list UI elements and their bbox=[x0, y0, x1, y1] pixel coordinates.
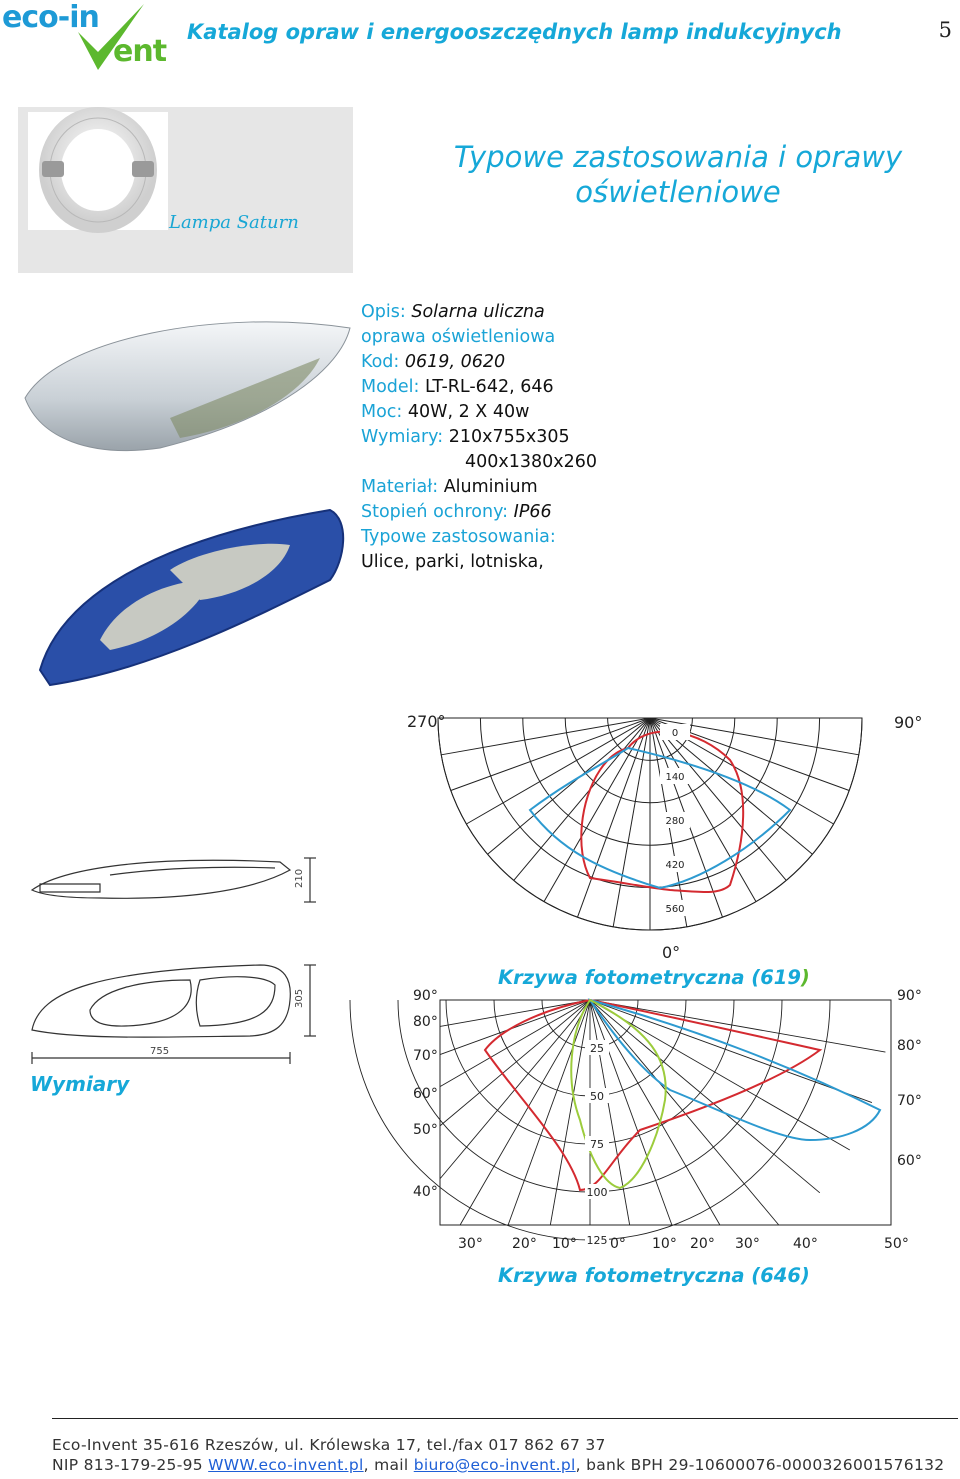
footer-contact bbox=[52, 1456, 944, 1474]
polar646-ring-label: 25 bbox=[590, 1042, 604, 1055]
spec-value: LT-RL-642, 646 bbox=[425, 377, 554, 397]
spec-row-opis-cont bbox=[361, 325, 597, 350]
spec-row-wymiary bbox=[361, 425, 597, 450]
footer-mail-link[interactable]: biuro@eco-invent.pl bbox=[413, 1456, 576, 1474]
polar646-right-angle: 80° bbox=[897, 1038, 922, 1054]
logo-text-top: eco-in bbox=[2, 0, 99, 35]
polar646-right-angle: 90° bbox=[897, 988, 922, 1004]
spec-key: Typowe zastosowania: bbox=[361, 527, 556, 547]
polar619-ring-label: 0 bbox=[671, 728, 679, 739]
polar646-bottom-angle: 40° bbox=[793, 1236, 818, 1252]
polar619-ring-label: 280 bbox=[665, 816, 685, 827]
polar646-left-angle: 50° bbox=[413, 1122, 438, 1138]
spec-key: Wymiary: bbox=[361, 427, 444, 447]
polar646-left-angle: 80° bbox=[413, 1014, 438, 1030]
lamp-label: Lampa Saturn bbox=[169, 212, 299, 233]
polar619-ring-label: 420 bbox=[665, 860, 685, 871]
spec-value: Aluminium bbox=[443, 477, 538, 497]
catalog-title: Katalog opraw i energooszczędnych lamp indukcyjnych bbox=[187, 20, 842, 44]
spec-value: Solarna uliczna bbox=[411, 302, 545, 322]
polar646-left-angle: 90° bbox=[413, 988, 438, 1004]
spec-key: Materiał: bbox=[361, 477, 439, 497]
spec-key: Moc: bbox=[361, 402, 403, 422]
spec-row-moc bbox=[361, 400, 597, 425]
caption-619-text: Krzywa fotometryczna (619 bbox=[498, 966, 801, 989]
lamp-photo-frame bbox=[28, 112, 168, 230]
footer-divider bbox=[52, 1418, 958, 1419]
dimensions-label: Wymiary bbox=[30, 1072, 130, 1096]
polar646-bottom-angle: 10° bbox=[652, 1236, 677, 1252]
spec-value: Ulice, parki, lotniska, bbox=[361, 552, 544, 572]
page-number: 5 bbox=[938, 18, 952, 42]
dim-width-label: 305 bbox=[294, 988, 305, 1008]
spec-key: Stopień ochrony: bbox=[361, 502, 509, 522]
polar646-bottom-angle: 0° bbox=[610, 1236, 626, 1252]
polar646-bottom-angle: 20° bbox=[512, 1236, 537, 1252]
photometric-curve-619 bbox=[400, 700, 923, 1000]
polar646-left-angle: 40° bbox=[413, 1184, 438, 1200]
logo-text-bottom: ent bbox=[113, 34, 167, 69]
street-lamp-white-image bbox=[20, 298, 360, 458]
polar646-ring-label: 50 bbox=[590, 1090, 604, 1103]
polar619-ring-label: 140 bbox=[665, 772, 685, 783]
caption-646: Krzywa fotometryczna (646) bbox=[498, 1264, 810, 1287]
logo bbox=[0, 0, 180, 72]
polar646-bottom-angle: 30° bbox=[458, 1236, 483, 1252]
polar646-left-angle: 60° bbox=[413, 1086, 438, 1102]
section-title: Typowe zastosowania i oprawy oświetleniowe bbox=[453, 140, 903, 209]
polar619-ring-label: 560 bbox=[665, 904, 685, 915]
polar646-bottom-angle: 20° bbox=[690, 1236, 715, 1252]
dimension-drawing bbox=[20, 840, 320, 1080]
spec-value: oprawa oświetleniowa bbox=[361, 327, 556, 347]
street-lamp-blue-image bbox=[30, 500, 370, 690]
footer-www-link[interactable]: WWW.eco-invent.pl bbox=[208, 1456, 364, 1474]
footer-address: Eco-Invent 35-616 Rzeszów, ul. Królewska 17, tel./fax 017 862 67 37 bbox=[52, 1436, 606, 1454]
spec-list bbox=[361, 300, 597, 575]
spec-key: Kod: bbox=[361, 352, 400, 372]
footer-mail-prefix: , mail bbox=[363, 1456, 414, 1474]
lamp-saturn-image bbox=[28, 112, 168, 230]
dim-length-label: 755 bbox=[150, 1046, 170, 1057]
spec-value: IP66 bbox=[513, 502, 552, 522]
spec-row-zastosowania bbox=[361, 525, 597, 550]
spec-row-wymiary-2 bbox=[361, 450, 597, 475]
polar646-ring-label: 75 bbox=[590, 1138, 604, 1151]
polar619-right-angle: 90° bbox=[894, 713, 923, 732]
footer-nip: NIP 813-179-25-95 bbox=[52, 1456, 209, 1474]
caption-619 bbox=[498, 966, 810, 989]
caption-619-paren: ) bbox=[800, 966, 810, 989]
spec-row-ochrona bbox=[361, 500, 597, 525]
polar646-right-angle: 70° bbox=[897, 1093, 922, 1109]
spec-row-zastosowania-value bbox=[361, 550, 597, 575]
polar619-bottom-angle: 0° bbox=[662, 943, 681, 962]
spec-value: 0619, 0620 bbox=[404, 352, 506, 372]
spec-row-material bbox=[361, 475, 597, 500]
polar646-spoke bbox=[590, 1000, 820, 1193]
dim-height-label: 210 bbox=[294, 868, 305, 888]
spec-row-opis bbox=[361, 300, 597, 325]
spec-value: 400x1380x260 bbox=[465, 452, 598, 472]
polar646-bottom-angle: 10° bbox=[552, 1236, 577, 1252]
spec-value: 40W, 2 X 40w bbox=[407, 402, 530, 422]
spec-key: Opis: bbox=[361, 302, 406, 322]
photometric-curve-646 bbox=[400, 990, 920, 1260]
spec-row-kod bbox=[361, 350, 597, 375]
polar646-ring-label: 100 bbox=[586, 1186, 608, 1199]
polar619-left-angle: 270° bbox=[407, 712, 446, 731]
spec-row-model bbox=[361, 375, 597, 400]
footer-bank: , bank BPH 29-10600076-0000326001576132 bbox=[575, 1456, 945, 1474]
spec-key: Model: bbox=[361, 377, 420, 397]
spec-value: 210x755x305 bbox=[448, 427, 570, 447]
polar646-bottom-angle: 50° bbox=[884, 1236, 909, 1252]
polar646-right-angle: 60° bbox=[897, 1153, 922, 1169]
polar646-bottom-angle: 30° bbox=[735, 1236, 760, 1252]
polar646-left-angle: 70° bbox=[413, 1048, 438, 1064]
polar646-ring-label: 125 bbox=[586, 1234, 608, 1247]
